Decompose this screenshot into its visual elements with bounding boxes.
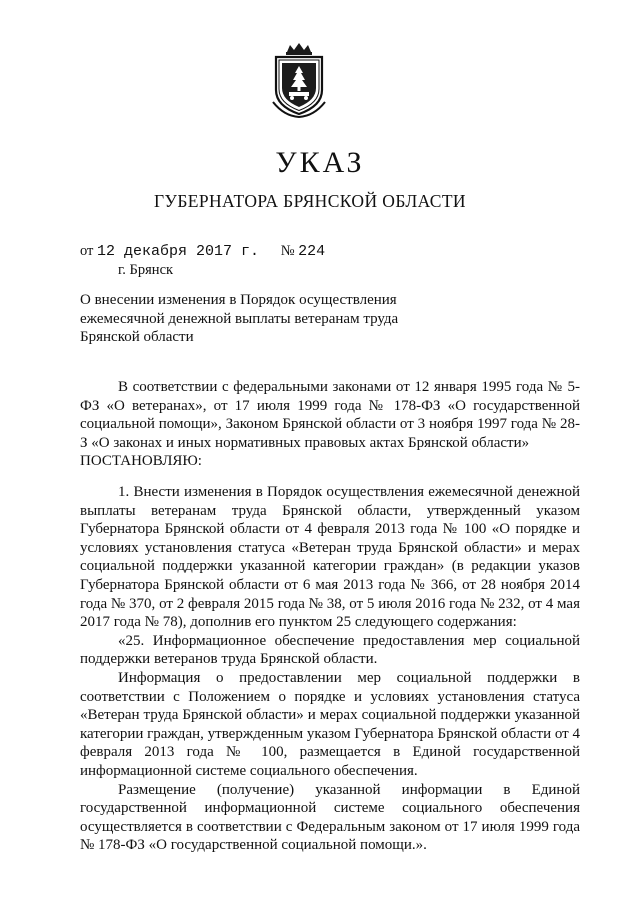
decree-heading bbox=[80, 291, 420, 347]
document-subtitle: ГУБЕРНАТОРА БРЯНСКОЙ ОБЛАСТИ bbox=[154, 191, 466, 211]
number-label: № bbox=[280, 243, 295, 259]
document-title: УКАЗ bbox=[275, 146, 365, 179]
date-prefix: от bbox=[80, 243, 94, 259]
heading-line: ежемесячной денежной выплаты ветеранам труда bbox=[80, 310, 399, 327]
decree-date-number bbox=[80, 242, 325, 261]
decree-body bbox=[80, 483, 580, 855]
heading-line: Брянской области bbox=[80, 329, 194, 345]
resolve-word: ПОСТАНОВЛЯЮ: bbox=[80, 453, 202, 470]
preamble-paragraph: В соответствии с федеральными законами от 12 января 1995 года № 5-ФЗ «О ветеранах», от 17 июля 1999 года № 178-ФЗ «О государственной социальной помощи», Законом Брянской области от 3 ноября 1997 года № 28-З «О законах и иных нормативных правовых актах Брянской области» bbox=[80, 379, 580, 451]
body-paragraph: Информация о предоставлении мер социальной поддержки в соответствии с Положением о порядке и условиях установления статуса «Ветеран труда Брянской области» и мерах социальной поддержки указанной категории граждан, утвержденным указом Губернатора Брянской области от 4 февраля 2013 года № 100, размещается в Единой государственной информационной системе социального обеспечения. bbox=[80, 669, 580, 779]
decree-city: г. Брянск bbox=[118, 262, 174, 278]
preamble bbox=[80, 378, 580, 471]
decree-date: 12 декабря 2017 г. bbox=[97, 243, 260, 260]
body-paragraph: «25. Информационное обеспечение предоставления мер социальной поддержки ветеранов труда Брянской области. bbox=[80, 632, 580, 668]
body-paragraph: Размещение (получение) указанной информации в Единой государственной информационной системе социального обеспечения осуществляется в соответствии с Федеральным законом от 17 июля 1999 года № 178-ФЗ «О государственной социальной помощи.». bbox=[80, 781, 580, 854]
decree-number: 224 bbox=[298, 243, 326, 260]
body-paragraph: 1. Внести изменения в Порядок осуществления ежемесячной денежной выплаты ветеранам труда Брянской области, утвержденный указом Губернатора Брянской области от 4 февраля 2013 года № 100 «О порядке и условиях установления статуса «Ветеран труда Брянской области» и мерах социальной поддержки указанной категории граждан» (в редакции указов Губернатора Брянской области от 6 мая 2013 года № 366, от 28 ноября 2014 года № 370, от 2 февраля 2015 года № 38, от 5 июля 2016 года № 232, от 4 мая 2017 года № 78), дополнив его пунктом 25 следующего содержания: bbox=[80, 484, 580, 631]
heading-line: О внесении изменения в Порядок осуществления bbox=[80, 292, 397, 308]
bryansk-region-coat-of-arms-icon bbox=[270, 42, 328, 118]
coat-of-arms-emblem bbox=[270, 42, 328, 118]
